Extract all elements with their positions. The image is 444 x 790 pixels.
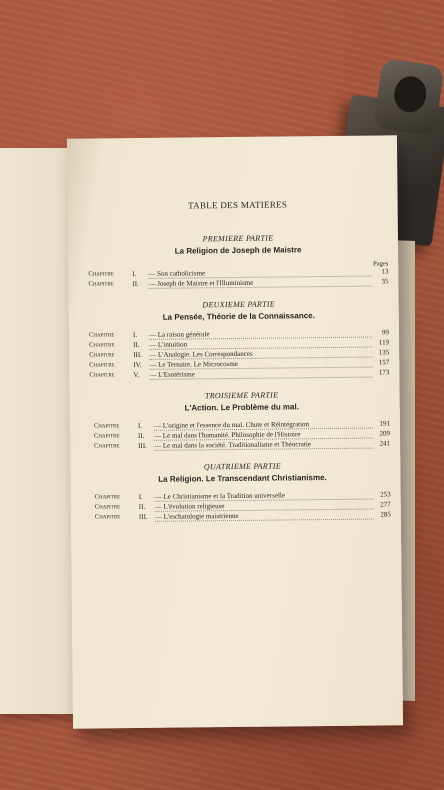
part-heading: TROISIEME PARTIE xyxy=(204,390,279,401)
part-subtitle: La Religion. Le Transcendant Christianisme. xyxy=(158,473,327,484)
chapter-title: — L'intuition xyxy=(149,339,372,350)
chapter-label: Chapitre xyxy=(94,513,121,521)
part-heading: QUATRIEME PARTIE xyxy=(203,461,281,472)
chapter-number: II. xyxy=(133,340,140,350)
chapter-title: — Le Christianisme et la Tradition universelle xyxy=(155,491,374,502)
chapter-page: 253 xyxy=(380,490,391,499)
chapter-page: 191 xyxy=(379,419,390,428)
toc-content xyxy=(88,198,391,534)
toc-title: TABLE DES MATIERES xyxy=(187,199,288,211)
part-subtitle: La Religion de Joseph de Maistre xyxy=(174,245,302,256)
chapter-page: 35 xyxy=(381,277,389,286)
chapter-number: III. xyxy=(133,350,142,360)
part-subtitle: L'Action. Le Problème du mal. xyxy=(184,402,299,413)
chapter-page: 119 xyxy=(378,338,390,347)
chapter-title: — Le Ternaire. Le Microcosme xyxy=(149,359,372,370)
chapter-page: 157 xyxy=(378,358,390,367)
chapter-title: — Le mal dans l'humanité. Philosophie de l'Histoire xyxy=(154,430,373,441)
chapter-title: — Joseph de Maistre et l'Illuminisme xyxy=(148,278,371,289)
chapter-page: 135 xyxy=(378,348,390,357)
chapter-label: Chapitre xyxy=(94,503,121,511)
chapter-number: I. xyxy=(132,331,138,340)
chapter-page: 285 xyxy=(380,510,391,519)
chapter-number: I. xyxy=(138,492,143,502)
toc-row xyxy=(89,368,389,380)
chapter-title: — L'évolution religieuse xyxy=(155,501,374,512)
chapter-title: — L'origine et l'essence du mal. Chute et Réintégration xyxy=(154,420,373,431)
chapter-page: 209 xyxy=(379,429,391,438)
chapter-number: V. xyxy=(133,370,140,380)
chapter-label: Chapitre xyxy=(88,331,115,339)
chapter-label: Chapitre xyxy=(89,341,115,349)
part-heading: PREMIERE PARTIE xyxy=(202,233,274,244)
part-4 xyxy=(90,460,391,522)
chapter-label: Chapitre xyxy=(88,280,114,288)
chapter-label: Chapitre xyxy=(88,270,114,278)
pages-label: Pages xyxy=(373,260,389,268)
chapter-title: — Son catholicisme xyxy=(148,268,371,279)
chapter-number: I. xyxy=(132,270,137,279)
toc-row xyxy=(95,510,391,522)
chapter-title: — La raison générale xyxy=(149,329,372,340)
chapter-page: 241 xyxy=(379,439,391,448)
chapter-label: Chapitre xyxy=(89,351,115,359)
chapter-number: I. xyxy=(137,421,143,431)
chapter-label: Chapitre xyxy=(89,361,115,369)
chapter-page: 173 xyxy=(378,368,390,377)
chapter-title: — Le mal dans la société. Traditionalisme et Théocratie xyxy=(154,440,373,451)
book-page xyxy=(67,135,403,728)
part-3 xyxy=(90,389,391,451)
chapter-title: — L'eschatologie maistrienne xyxy=(155,511,374,522)
toc-row xyxy=(94,439,390,451)
chapter-title: — L'Analogie. Les Correspondances xyxy=(149,349,372,360)
part-subtitle: La Pensée, Théorie de la Connaissance. xyxy=(162,311,315,322)
toc-row xyxy=(88,277,388,289)
chapter-title: — L'Esotérisme xyxy=(149,369,372,380)
part-1 xyxy=(88,232,389,289)
chapter-number: II. xyxy=(137,431,145,441)
part-heading: DEUXIEME PARTIE xyxy=(202,299,275,310)
chapter-number: II. xyxy=(138,502,146,512)
chapter-label: Chapitre xyxy=(93,422,120,430)
chapter-label: Chapitre xyxy=(93,432,120,440)
chapter-label: Chapitre xyxy=(94,493,121,501)
chapter-number: IV. xyxy=(133,360,142,370)
chapter-page: 99 xyxy=(381,328,390,337)
chapter-number: II. xyxy=(132,279,139,289)
chapter-label: Chapitre xyxy=(89,371,115,379)
chapter-page: 13 xyxy=(381,267,389,276)
part-2 xyxy=(89,298,390,380)
chapter-page: 277 xyxy=(380,500,391,509)
chapter-label: Chapitre xyxy=(94,442,120,450)
chapter-number: III. xyxy=(138,512,148,522)
chapter-number: III. xyxy=(138,441,147,451)
